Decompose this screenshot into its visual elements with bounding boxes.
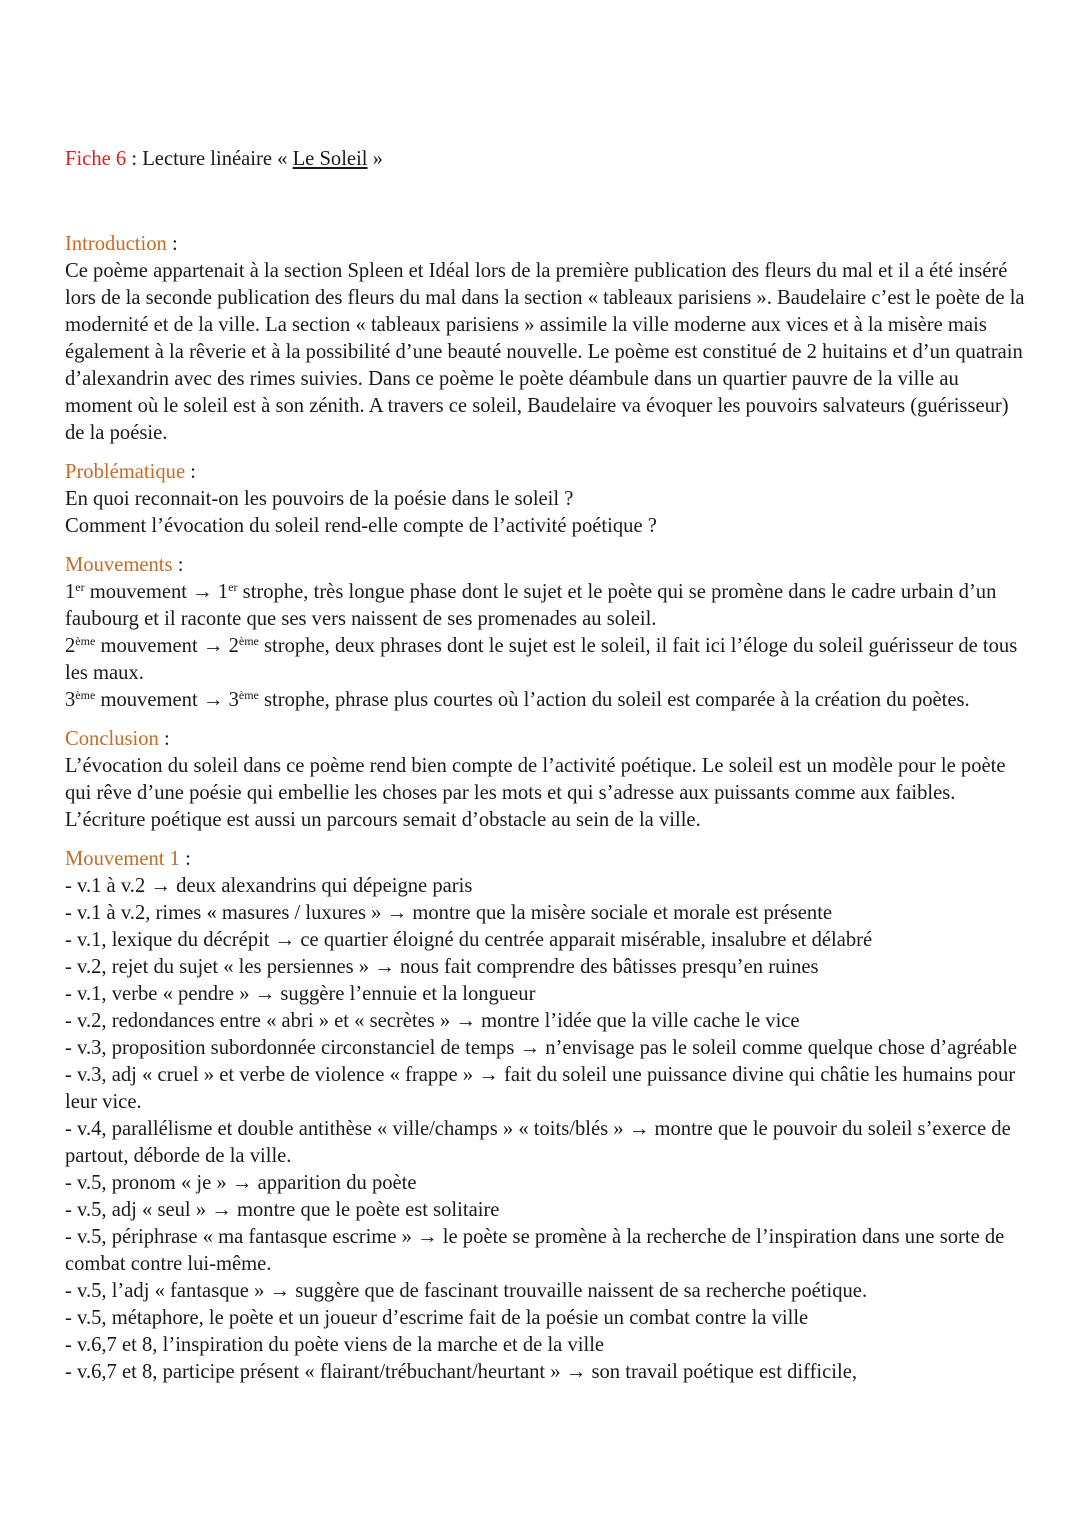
conclusion-heading: Conclusion : [65, 728, 170, 750]
list-item: - v.1 à v.2 → deux alexandrins qui dépeigne paris [65, 875, 473, 897]
mouvement-item: 1er mouvement → 1er strophe, très longue phase dont le sujet et le poète qui se promène dans le cadre urbain d’un faubourg et il raconte que ses vers naissent de ses promenades au soleil. [65, 580, 997, 630]
introduction-section [65, 231, 1025, 447]
poem-title: Le Soleil [292, 148, 368, 170]
introduction-text: Ce poème appartenait à la section Spleen et Idéal lors de la première publication des fleurs du mal et il a été inséré lors de la seconde publication des fleurs du mal dans la section « tableaux parisiens ». Baudelaire c’est le poète de la modernité et de la ville. La section « tableaux parisiens » assimile la ville moderne aux vices et à la misère mais également à la rêverie et à la possibilité d’une beauté nouvelle. Le poème est constitué de 2 huitains et d’un quatrain d’alexandrin avec des rimes suivies. Dans ce poème le poète déambule dans un quartier pauvre de la ville au moment où le soleil est à son zénith. A travers ce soleil, Baudelaire va évoquer les pouvoirs salvateurs (guérisseur) de la poésie. [65, 260, 1025, 444]
introduction-heading: Introduction : [65, 233, 178, 255]
list-item: - v.1 à v.2, rimes « masures / luxures » → montre que la misère sociale et morale est présente [65, 902, 833, 924]
list-item: - v.5, adj « seul » → montre que le poète est solitaire [65, 1199, 500, 1221]
mouvement1-section [65, 846, 1025, 1386]
list-item: - v.3, proposition subordonnée circonstanciel de temps → n’envisage pas le soleil comme quelque chose d’agréable [65, 1037, 1017, 1059]
problematique-heading: Problématique : [65, 461, 196, 483]
conclusion-section [65, 726, 1025, 834]
fiche-number: Fiche 6 [65, 148, 127, 170]
list-item: - v.6,7 et 8, participe présent « flairant/trébuchant/heurtant » → son travail poétique est difficile, [65, 1361, 858, 1383]
title-suffix: » [367, 148, 383, 170]
mouvement-item: 3ème mouvement → 3ème strophe, phrase plus courtes où l’action du soleil est comparée à la création du poètes. [65, 688, 970, 711]
problematique-question-1: En quoi reconnait-on les pouvoirs de la poésie dans le soleil ? [65, 488, 574, 510]
list-item: - v.1, verbe « pendre » → suggère l’ennuie et la longueur [65, 983, 536, 1005]
mouvement1-heading: Mouvement 1 : [65, 848, 191, 870]
page-title [65, 146, 1025, 173]
list-item: - v.4, parallélisme et double antithèse « ville/champs » « toits/blés » → montre que le pouvoir du soleil s’exerce de partout, déborde de la ville. [65, 1118, 1011, 1167]
document-page [65, 146, 1025, 1392]
title-middle: : Lecture linéaire « [126, 148, 293, 170]
list-item: - v.2, rejet du sujet « les persiennes » → nous fait comprendre des bâtisses presqu’en ruines [65, 956, 819, 978]
list-item: - v.5, l’adj « fantasque » → suggère que de fascinant trouvaille naissent de sa recherche poétique. [65, 1280, 868, 1302]
mouvement1-list [65, 873, 1025, 1386]
mouvements-heading: Mouvements : [65, 554, 184, 576]
list-item: - v.6,7 et 8, l’inspiration du poète viens de la marche et de la ville [65, 1334, 605, 1356]
list-item: - v.3, adj « cruel » et verbe de violence « frappe » → fait du soleil une puissance divine qui châtie les humains pour leur vice. [65, 1064, 1016, 1113]
problematique-question-2: Comment l’évocation du soleil rend-elle compte de l’activité poétique ? [65, 515, 657, 537]
list-item: - v.5, pronom « je » → apparition du poète [65, 1172, 417, 1194]
list-item: - v.1, lexique du décrépit → ce quartier éloigné du centrée apparait misérable, insalubre et délabré [65, 929, 873, 951]
list-item: - v.5, métaphore, le poète et un joueur d’escrime fait de la poésie un combat contre la ville [65, 1307, 809, 1329]
list-item: - v.5, périphrase « ma fantasque escrime » → le poète se promène à la recherche de l’inspiration dans une sorte de combat contre lui-même. [65, 1226, 1005, 1275]
list-item: - v.2, redondances entre « abri » et « secrètes » → montre l’idée que la ville cache le vice [65, 1010, 800, 1032]
mouvements-section [65, 552, 1025, 714]
problematique-section [65, 459, 1025, 540]
mouvement-item: 2ème mouvement → 2ème strophe, deux phrases dont le sujet est le soleil, il fait ici l’éloge du soleil guérisseur de tous les maux. [65, 634, 1018, 684]
conclusion-text: L’évocation du soleil dans ce poème rend bien compte de l’activité poétique. Le soleil est un modèle pour le poète qui rêve d’une poésie qui embellie les choses par les mots et qui s’adresse aux puissants comme aux faibles. L’écriture poétique est aussi un parcours semait d’obstacle au sein de la ville. [65, 755, 1006, 831]
